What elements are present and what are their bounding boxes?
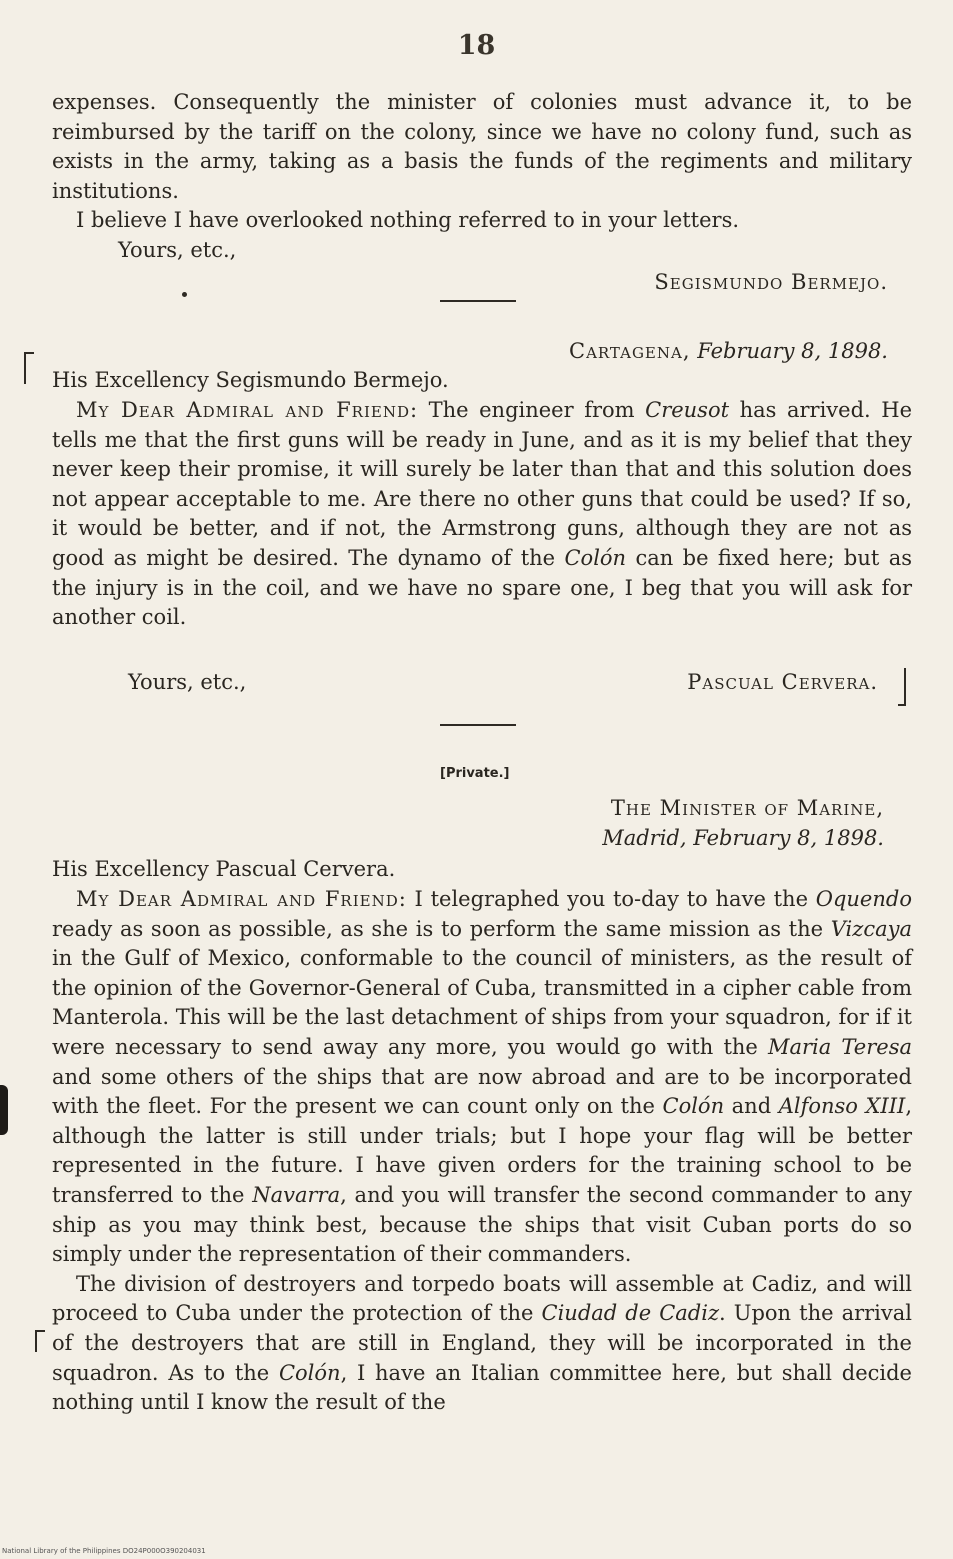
letter-three-body <box>52 885 912 1418</box>
letter-two-paragraph <box>52 396 912 633</box>
letter-three-sender <box>52 794 884 853</box>
letter-three-body-text-1 <box>52 887 912 1266</box>
private-label: [Private.] <box>440 766 510 781</box>
body-text-run: . Upon the arrival of the destroyers that are still in England, they will be incorporated in the squadron. As to the <box>52 1301 912 1385</box>
letter-two-signature: Pascual Cervera. <box>687 670 878 694</box>
letter-three-salutation: My Dear Admiral and Friend: <box>76 887 407 911</box>
ink-blot <box>0 1085 8 1135</box>
separator-rule <box>440 300 516 302</box>
letter-two-addressee <box>52 366 912 396</box>
ship-name-italic: Alfonso XIII <box>778 1094 906 1119</box>
body-text-run: can be fixed here; but as the injury is in the coil, and we have no spare one, I beg that you will ask for another coil. <box>52 545 913 630</box>
body-text-run: , I have an Italian committee here, but shall decide nothing until I know the result of the <box>52 1360 912 1415</box>
ship-name-italic: Navarra <box>252 1182 341 1207</box>
letter-three-sender-text: The Minister of Marine, <box>610 796 884 820</box>
ship-name-italic: Colón <box>564 545 627 570</box>
body-text-run: has arrived. He tells me that the first guns will be ready in June, and as it is my belief that they never keep their promise, it will surely be later than that and this solution does not appear acceptable to me. Are there no other guns that could be used? If so, it would be better, and if not, the Armstrong guns, although they are not as good as might be desired. The dynamo of the <box>52 398 912 570</box>
body-text-run: , and you will transfer the second commander to any ship as you may think best, because the ships that visit Cuban ports do so simply under the representation of their commanders. <box>52 1182 912 1267</box>
letter-three-paragraph-1 <box>52 885 912 1270</box>
letter-two-valediction: Yours, etc., <box>128 670 247 694</box>
letter-two-body-text <box>52 398 912 629</box>
letter-two-place: Cartagena, <box>569 339 691 363</box>
separator-rule-2 <box>440 724 516 726</box>
ship-name-italic: Ciudad de Cadiz <box>541 1301 720 1326</box>
letter-one-signature: Segismundo Bermejo. <box>654 270 888 294</box>
letter-two-date: February 8, 1898. <box>697 339 888 363</box>
letter-three-paragraph-2 <box>52 1270 912 1418</box>
body-text-run: ready as soon as possible, as she is to perform the same mission as the <box>52 916 831 941</box>
page-number: 18 <box>457 30 496 61</box>
letter-three-addressee-text: His Excellency Pascual Cervera. <box>52 857 396 881</box>
letter-one-valediction: Yours, etc., <box>118 237 237 262</box>
letter-two-body <box>52 396 912 633</box>
letter-one-ending <box>52 88 912 266</box>
letter-two-addressee-text: His Excellency Segismundo Bermejo. <box>52 368 449 392</box>
ship-name-italic: Vizcaya <box>830 916 912 941</box>
letter-two-dateline <box>52 337 888 367</box>
ship-name-italic: Colón <box>278 1360 341 1385</box>
letter-three-body-text-2 <box>52 1272 912 1414</box>
letter-three-place-date: Madrid, February 8, 1898. <box>602 825 884 850</box>
letter-two-salutation: My Dear Admiral and Friend: <box>76 398 419 422</box>
body-text-run: , although the latter is still under trials; but I hope your flag will be better represented in the future. I have given orders for the training school to be transferred to the <box>52 1094 912 1207</box>
ship-name-italic: Oquendo <box>815 887 912 911</box>
body-text-run: The division of destroyers and torpedo boats will assemble at Cadiz, and will proceed to Cuba under the protection of the <box>52 1271 912 1326</box>
body-text-run: The engineer from <box>418 398 646 422</box>
margin-bracket-open-2 <box>35 1330 45 1352</box>
library-footer: National Library of the Philippines DO24P000O390204031 <box>2 1547 206 1555</box>
margin-bracket-open <box>24 352 34 384</box>
ship-name-italic: Colón <box>662 1094 725 1119</box>
ship-name-italic: Creusot <box>645 398 730 422</box>
body-text-run: I telegraphed you to-day to have the <box>406 887 816 911</box>
body-text-run: and <box>724 1094 779 1119</box>
letter-one-closing: I believe I have overlooked nothing referred to in your letters. <box>76 208 740 233</box>
ship-name-italic: Maria Teresa <box>767 1034 912 1059</box>
margin-bracket-close <box>898 668 906 706</box>
ink-dot <box>182 292 187 297</box>
body-text-run: and some others of the ships that are now abroad and are to be incorporated with the fleet. For the present we can count only on the <box>52 1064 912 1119</box>
letter-one-paragraph: expenses. Consequently the minister of colonies must advance it, to be reimbursed by the tariff on the colony, since we have no colony fund, such as exists in the army, taking as a basis the funds of the regiments and military institutions. <box>52 90 912 203</box>
letter-three-addressee <box>52 855 912 885</box>
body-text-run: in the Gulf of Mexico, conformable to the council of ministers, as the result of the opinion of the Governor-General of Cuba, transmitted in a cipher cable from Manterola. This will be the last detachment of ships from your squadron, for if it were necessary to send away any more, you would go with the <box>52 946 912 1059</box>
